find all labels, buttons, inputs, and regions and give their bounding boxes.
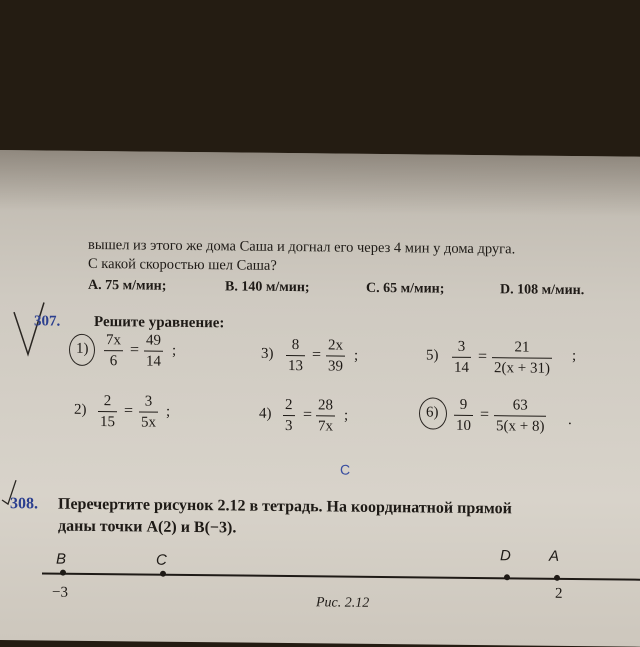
item-2-right-fraction	[139, 392, 158, 431]
numerator: 8	[291, 337, 300, 354]
point-a-dot	[554, 575, 560, 581]
denominator: 6	[109, 353, 118, 370]
equals-sign: =	[303, 406, 313, 424]
option-a: A. 75 м/мин;	[88, 277, 167, 294]
point-b-label: B	[56, 550, 67, 568]
item-6-right-fraction	[494, 396, 546, 436]
item-5-end: ;	[572, 347, 577, 365]
item-5-label: 5)	[426, 347, 439, 364]
option-c: C. 65 м/мин;	[366, 280, 445, 297]
item-2-end: ;	[166, 403, 171, 420]
point-c-label: C	[156, 551, 167, 569]
equals-sign: =	[312, 346, 322, 364]
problem-306-line1: вышел из этого же дома Саша и догнал его через 4 мин у дома друга.	[88, 236, 516, 258]
problem-308-number: 308.	[10, 495, 38, 513]
denominator: 2(x + 31)	[494, 360, 550, 377]
item-4-label: 4)	[259, 405, 272, 422]
numerator: 2	[103, 393, 112, 410]
denominator: 13	[288, 358, 303, 375]
numerator: 28	[318, 397, 333, 414]
page-shadow	[0, 150, 640, 217]
point-b-dot	[60, 570, 66, 576]
item-3-end: ;	[354, 347, 359, 364]
numerator: 2x	[328, 337, 343, 354]
item-4-left-fraction	[283, 396, 295, 435]
denominator: 5(x + 8)	[496, 418, 545, 435]
numerator: 2	[285, 396, 293, 414]
item-4-end: ;	[344, 407, 349, 424]
item-2-label: 2)	[74, 401, 87, 418]
item-6-left-fraction	[454, 396, 473, 435]
item-4-right-fraction	[316, 396, 335, 435]
numerator: 21	[514, 339, 530, 356]
point-d-dot	[504, 574, 510, 580]
option-b: B. 140 м/мин;	[225, 279, 310, 296]
denominator: 14	[454, 359, 469, 376]
numerator: 63	[512, 397, 528, 414]
numerator: 7x	[106, 332, 121, 349]
tick-label-2: 2	[555, 585, 563, 602]
numerator: 49	[146, 332, 161, 349]
item-5-right-fraction	[492, 338, 552, 378]
denominator: 14	[146, 353, 161, 370]
item-1-label: 1)	[76, 340, 89, 357]
number-line-axis	[42, 572, 640, 580]
item-6-end: .	[568, 411, 572, 428]
point-c-dot	[160, 571, 166, 577]
denominator: 10	[456, 417, 471, 434]
item-5-left-fraction	[452, 338, 471, 377]
item-3-right-fraction	[326, 336, 345, 375]
item-1-end: ;	[172, 342, 177, 359]
center-letter: C	[340, 461, 351, 478]
equals-sign: =	[130, 341, 140, 359]
item-2-left-fraction	[98, 392, 117, 431]
item-3-label: 3)	[261, 345, 274, 362]
numerator: 9	[459, 396, 468, 413]
denominator: 15	[100, 414, 115, 431]
problem-308-line2: даны точки A(2) и B(−3).	[58, 517, 237, 537]
figure-caption: Рис. 2.12	[316, 595, 370, 611]
problem-306-line2: С какой скоростью шел Саша?	[88, 255, 277, 274]
denominator: 39	[328, 358, 343, 375]
textbook-page	[0, 150, 640, 647]
equals-sign: =	[480, 406, 490, 424]
item-6-label: 6)	[426, 404, 439, 421]
tick-label-minus-3: −3	[52, 584, 68, 601]
problem-307-number: 307.	[34, 313, 61, 330]
denominator: 7x	[318, 418, 333, 435]
denominator: 5x	[141, 414, 156, 431]
item-1-left-fraction	[104, 331, 123, 370]
denominator: 3	[285, 417, 293, 435]
numerator: 3	[457, 338, 466, 355]
equals-sign: =	[478, 348, 488, 366]
problem-308-line1: Перечертите рисунок 2.12 в тетрадь. На координатной прямой	[58, 495, 512, 518]
point-a-label: A	[549, 547, 560, 565]
equals-sign: =	[124, 402, 134, 420]
item-1-right-fraction	[144, 332, 163, 371]
option-d: D. 108 м/мин.	[500, 282, 585, 299]
item-3-left-fraction	[286, 336, 305, 375]
point-d-label: D	[500, 547, 511, 565]
numerator: 3	[144, 393, 153, 410]
problem-307-title: Решите уравнение:	[94, 313, 225, 332]
